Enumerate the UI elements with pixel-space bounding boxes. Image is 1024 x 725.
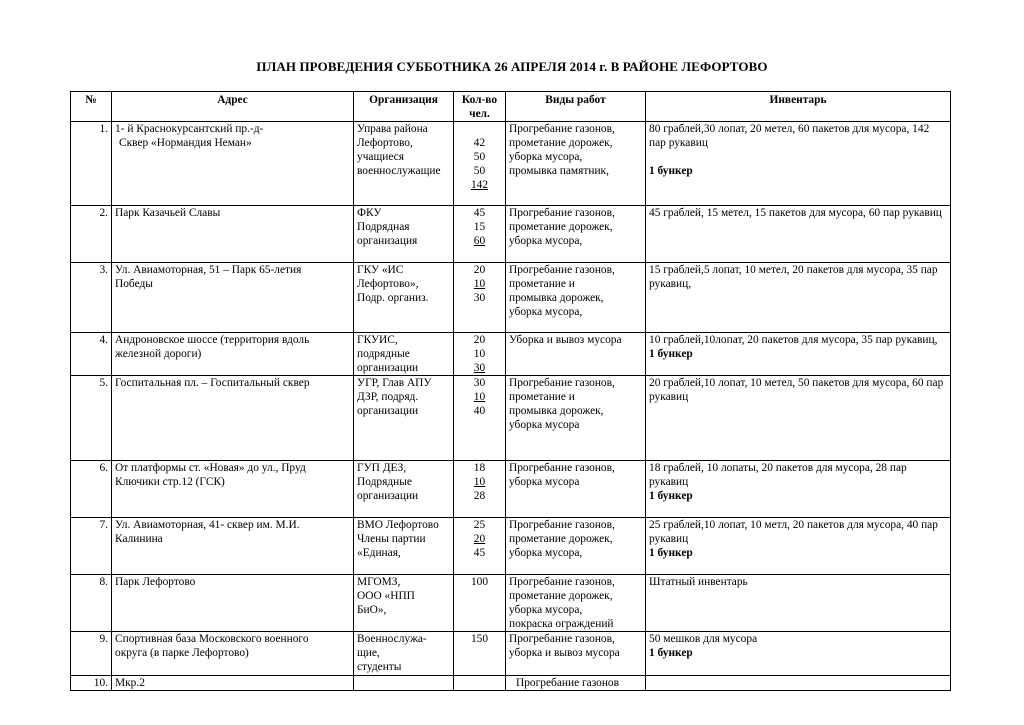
organization-line: «Единая, xyxy=(357,547,401,559)
header-row xyxy=(71,92,951,122)
header-org: Организация xyxy=(354,92,454,122)
organization-line: подрядные xyxy=(357,348,410,360)
works-cell xyxy=(506,376,646,461)
work-line: прометание дорожек, xyxy=(509,221,613,233)
inventory-bunker: 1 бункер xyxy=(649,348,693,360)
work-line: прометание дорожек, xyxy=(509,533,613,545)
inventory-text: Штатный инвентарь xyxy=(649,576,748,588)
organization-line: ГКУ «ИС xyxy=(357,264,404,276)
table-row xyxy=(71,206,951,263)
address-line: Мкр.2 xyxy=(115,677,145,689)
header-address: Адрес xyxy=(112,92,354,122)
count-value: 100 xyxy=(470,576,489,588)
table-row xyxy=(71,376,951,461)
address-cell xyxy=(112,376,354,461)
count-value: 10 xyxy=(473,476,486,488)
count-value: 20 xyxy=(473,264,486,276)
organization-line: военнослужащие xyxy=(357,165,441,177)
count-value: 60 xyxy=(473,235,486,247)
organization-line: организации xyxy=(357,405,419,417)
inventory-cell xyxy=(646,676,951,691)
organization-line: Лефортово», xyxy=(357,278,419,290)
count-cell xyxy=(454,632,506,676)
header-count xyxy=(454,92,506,122)
work-line: промывка памятник, xyxy=(509,165,609,177)
inventory-text: 20 граблей,10 лопат, 10 метел, 50 пакетов для мусора, 60 пар рукавиц xyxy=(649,377,944,403)
work-line: Уборка и вывоз мусора xyxy=(509,334,622,346)
row-number: 9. xyxy=(71,632,112,676)
organization-line: Лефортово, xyxy=(357,137,413,149)
count-cell xyxy=(454,518,506,575)
organization-line: Подр. организ. xyxy=(357,292,429,304)
address-cell xyxy=(112,263,354,333)
works-cell xyxy=(506,122,646,206)
count-value: 15 xyxy=(473,221,486,233)
count-value: 10 xyxy=(473,391,486,403)
row-number: 7. xyxy=(71,518,112,575)
organization-cell xyxy=(354,333,454,376)
inventory-text: 50 мешков для мусора xyxy=(649,633,758,645)
organization-line: организация xyxy=(357,235,418,247)
organization-cell xyxy=(354,632,454,676)
row-number: 3. xyxy=(71,263,112,333)
table-row xyxy=(71,518,951,575)
works-cell xyxy=(506,632,646,676)
address-line: Сквер «Нормандия Неман» xyxy=(119,137,252,149)
inventory-bunker: 1 бункер xyxy=(649,647,693,659)
address-line: От платформы ст. «Новая» до ул., Пруд xyxy=(115,462,306,474)
work-line: Прогребание газонов, xyxy=(509,377,615,389)
organization-line: организации xyxy=(357,490,419,502)
address-cell xyxy=(112,461,354,518)
work-line: уборка мусора xyxy=(509,419,580,431)
header-works: Виды работ xyxy=(506,92,646,122)
row-number: 2. xyxy=(71,206,112,263)
count-value: 28 xyxy=(473,490,486,502)
row-number: 5. xyxy=(71,376,112,461)
work-line: промывка дорожек, xyxy=(509,292,604,304)
works-cell xyxy=(506,676,646,691)
organization-cell xyxy=(354,676,454,691)
count-value: 10 xyxy=(473,278,486,290)
address-line: Спортивная база Московского военного xyxy=(115,633,309,645)
address-line: Калинина xyxy=(115,533,163,545)
inventory-text: 25 граблей,10 лопат, 10 метл, 20 пакетов для мусора, 40 пар рукавиц xyxy=(649,519,938,545)
work-line: Прогребание газонов, xyxy=(509,633,615,645)
spacer-line xyxy=(649,150,947,164)
inventory-cell xyxy=(646,518,951,575)
work-line: Прогребание газонов, xyxy=(509,123,615,135)
organization-line: Члены партии xyxy=(357,533,426,545)
inventory-text: 10 граблей,10лопат, 20 пакетов для мусора, 35 пар рукавиц, xyxy=(649,334,938,346)
work-line: Прогребание газонов, xyxy=(509,264,615,276)
organization-line: учащиеся xyxy=(357,151,404,163)
inventory-cell xyxy=(646,632,951,676)
count-cell xyxy=(454,575,506,632)
header-inventory: Инвентарь xyxy=(646,92,951,122)
work-line: прометание дорожек, xyxy=(509,590,613,602)
address-line: Госпитальная пл. – Госпитальный сквер xyxy=(115,377,310,389)
work-line: прометание и xyxy=(509,391,575,403)
works-cell xyxy=(506,575,646,632)
address-line: Парк Казачьей Славы xyxy=(115,207,221,219)
works-cell xyxy=(506,206,646,263)
document-title: ПЛАН ПРОВЕДЕНИЯ СУББОТНИКА 26 АПРЕЛЯ 2014 г. В РАЙОНЕ ЛЕФОРТОВО xyxy=(256,59,768,74)
count-value: 42 xyxy=(473,137,486,149)
count-cell xyxy=(454,122,506,206)
count-value: 45 xyxy=(473,207,486,219)
inventory-bunker: 1 бункер xyxy=(649,547,693,559)
work-line: уборка мусора, xyxy=(509,151,583,163)
works-cell xyxy=(506,333,646,376)
row-number: 4. xyxy=(71,333,112,376)
inventory-bunker: 1 бункер xyxy=(649,490,693,502)
organization-line: Военнослужа- xyxy=(357,633,427,645)
inventory-bunker: 1 бункер xyxy=(649,165,693,177)
organization-line: БиО», xyxy=(357,604,387,616)
address-line: округа (в парке Лефортово) xyxy=(115,647,249,659)
work-line: уборка мусора xyxy=(509,476,580,488)
address-line: Ключики стр.12 (ГСК) xyxy=(115,476,225,488)
organization-cell xyxy=(354,518,454,575)
organization-line: ДЗР, подряд. xyxy=(357,391,419,403)
inventory-text: 15 граблей,5 лопат, 10 метел, 20 пакетов для мусора, 35 пар рукавиц, xyxy=(649,264,938,290)
organization-cell xyxy=(354,461,454,518)
organization-line: ВМО Лефортово xyxy=(357,519,439,531)
address-line: Андроновское шоссе (территория вдоль xyxy=(115,334,310,346)
count-cell xyxy=(454,333,506,376)
work-line: уборка мусора, xyxy=(509,547,583,559)
count-value: 50 xyxy=(473,165,486,177)
count-cell xyxy=(454,676,506,691)
work-line: прометание и xyxy=(509,278,575,290)
table-row xyxy=(71,632,951,676)
work-line: промывка дорожек, xyxy=(509,405,604,417)
count-cell xyxy=(454,461,506,518)
organization-line: ООО «НПП xyxy=(357,590,415,602)
organization-line: студенты xyxy=(357,661,402,673)
header-count-line2: чел. xyxy=(469,108,490,120)
address-line: Ул. Авиамоторная, 41- сквер им. М.И. xyxy=(115,519,300,531)
work-line: уборка мусора, xyxy=(509,235,583,247)
table-row xyxy=(71,461,951,518)
work-line: Прогребание газонов xyxy=(516,677,620,689)
work-line: уборка мусора, xyxy=(509,306,583,318)
work-line: Прогребание газонов, xyxy=(509,462,615,474)
work-line: Прогребание газонов, xyxy=(509,576,615,588)
count-value: 45 xyxy=(473,547,486,559)
address-line: Ул. Авиамоторная, 51 – Парк 65-летия xyxy=(115,264,302,276)
inventory-cell xyxy=(646,376,951,461)
count-value: 50 xyxy=(473,151,486,163)
table-row xyxy=(71,676,951,691)
address-cell xyxy=(112,632,354,676)
count-cell xyxy=(454,206,506,263)
organization-cell xyxy=(354,206,454,263)
organization-line: ГУП ДЕЗ, xyxy=(357,462,407,474)
count-value: 10 xyxy=(473,348,486,360)
count-value: 40 xyxy=(473,405,486,417)
address-cell xyxy=(112,333,354,376)
inventory-cell xyxy=(646,575,951,632)
works-cell xyxy=(506,518,646,575)
count-cell xyxy=(454,376,506,461)
inventory-text: 45 граблей, 15 метел, 15 пакетов для мусора, 60 пар рукавиц xyxy=(649,207,942,219)
organization-line: ГКУИС, xyxy=(357,334,398,346)
address-cell xyxy=(112,518,354,575)
count-value: 142 xyxy=(470,179,489,191)
row-number: 8. xyxy=(71,575,112,632)
count-value: 30 xyxy=(473,377,486,389)
organization-cell xyxy=(354,376,454,461)
table-row xyxy=(71,263,951,333)
header-count-line1: Кол-во xyxy=(461,94,498,106)
count-value: 150 xyxy=(470,633,489,645)
address-line: железной дороги) xyxy=(115,348,202,360)
inventory-cell xyxy=(646,206,951,263)
organization-line: Подрядные xyxy=(357,476,412,488)
work-line: уборка и вывоз мусора xyxy=(509,647,620,659)
count-value xyxy=(457,122,502,136)
organization-line: Управа района xyxy=(357,123,428,135)
organization-line: Подрядная xyxy=(357,221,410,233)
inventory-cell xyxy=(646,122,951,206)
work-line: Прогребание газонов, xyxy=(509,519,615,531)
organization-line: УГР, Глав АПУ xyxy=(357,377,432,389)
organization-cell xyxy=(354,575,454,632)
plan-table xyxy=(70,91,951,691)
inventory-cell xyxy=(646,461,951,518)
address-line: 1- й Краснокурсантский пр.-д- xyxy=(115,123,264,135)
row-number: 1. xyxy=(71,122,112,206)
address-line: Парк Лефортово xyxy=(115,576,196,588)
inventory-cell xyxy=(646,263,951,333)
organization-line: ФКУ xyxy=(357,207,382,219)
table-row xyxy=(71,333,951,376)
works-cell xyxy=(506,461,646,518)
organization-line: щие, xyxy=(357,647,380,659)
address-line: Победы xyxy=(115,278,153,290)
count-value: 25 xyxy=(473,519,486,531)
work-line: прометание дорожек, xyxy=(509,137,613,149)
count-value: 18 xyxy=(473,462,486,474)
address-cell xyxy=(112,575,354,632)
work-line: уборка мусора, xyxy=(509,604,583,616)
header-num: № xyxy=(71,92,112,122)
inventory-text: 18 граблей, 10 лопаты, 20 пакетов для мусора, 28 пар рукавиц xyxy=(649,462,907,488)
row-number: 10. xyxy=(71,676,112,691)
organization-line: МГОМЗ, xyxy=(357,576,401,588)
inventory-text: 80 граблей,30 лопат, 20 метел, 60 пакетов для мусора, 142 пар рукавиц xyxy=(649,123,930,149)
organization-line: организации xyxy=(357,362,419,374)
works-cell xyxy=(506,263,646,333)
table-row xyxy=(71,122,951,206)
address-cell xyxy=(112,676,354,691)
work-line: Прогребание газонов, xyxy=(509,207,615,219)
work-line: покраска ограждений xyxy=(509,618,614,630)
count-cell xyxy=(454,263,506,333)
table-row xyxy=(71,575,951,632)
count-value: 30 xyxy=(473,292,486,304)
inventory-cell xyxy=(646,333,951,376)
count-value: 30 xyxy=(473,362,486,374)
count-value: 20 xyxy=(473,533,486,545)
organization-cell xyxy=(354,122,454,206)
address-cell xyxy=(112,122,354,206)
organization-cell xyxy=(354,263,454,333)
row-number: 6. xyxy=(71,461,112,518)
count-value: 20 xyxy=(473,334,486,346)
address-cell xyxy=(112,206,354,263)
